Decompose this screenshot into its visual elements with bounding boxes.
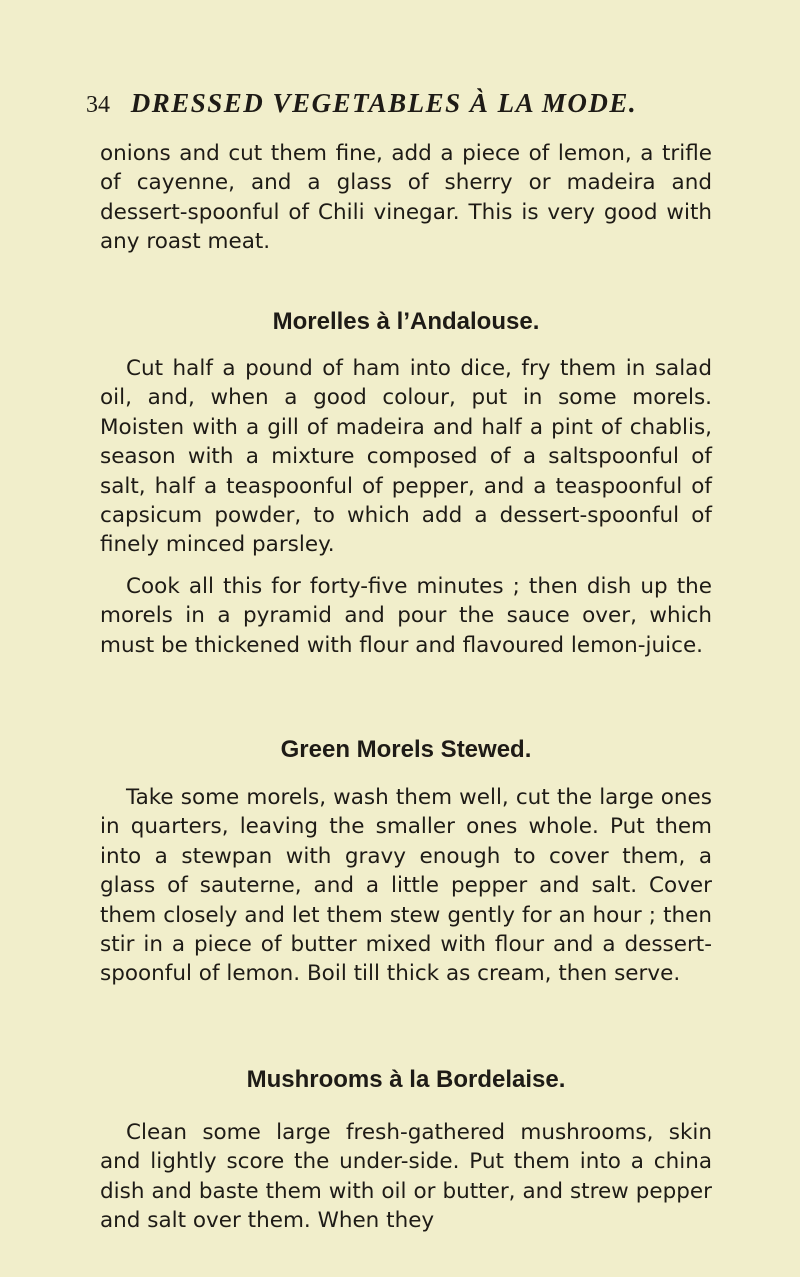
recipe-title-green-morels: Green Morels Stewed. (280, 736, 532, 763)
running-head (86, 86, 726, 120)
running-title: DRESSED VEGETABLES À LA MODE. (130, 88, 638, 118)
intro-paragraph: onions and cut them fine, add a piece of lemon, a trifle of cayenne, and a glass of sherry or madeira and dessert-spoonful of Chili vinegar. This is very good with any roast meat. (100, 141, 712, 255)
recipe-paragraph: Clean some large fresh-gathered mushrooms, skin and lightly score the under-side. Put them into a china dish and baste them with oil or butter, and strew pepper and salt over them. When they (100, 1120, 712, 1234)
page-number: 34 (86, 92, 110, 118)
recipe-paragraph: Cook all this for forty-five minutes ; then dish up the morels in a pyramid and pour the sauce over, which must be thickened with flour and flavoured lemon-juice. (100, 574, 712, 658)
recipe-paragraph: Cut half a pound of ham into dice, fry them in salad oil, and, when a good colour, put in some morels. Moisten with a gill of madeira and half a pint of chablis, season with a mixture composed of a saltspoonful of salt, half a teaspoonful of pepper, and a teaspoonful of capsicum powder, to which add a dessert-spoonful of finely minced parsley. (100, 356, 712, 558)
recipe-title-mushrooms-bordelaise: Mushrooms à la Bordelaise. (246, 1066, 566, 1093)
recipe-title-morelles-andalouse: Morelles à l’Andalouse. (272, 308, 540, 335)
recipe-paragraph: Take some morels, wash them well, cut the large ones in quarters, leaving the smaller ones whole. Put them into a stewpan with gravy enough to cover them, a glass of sauterne, and a little pepper and salt. Cover them closely and let them stew gently for an hour ; then stir in a piece of butter mixed with flour and a dessert-spoonful of lemon. Boil till thick as cream, then serve. (100, 785, 712, 987)
